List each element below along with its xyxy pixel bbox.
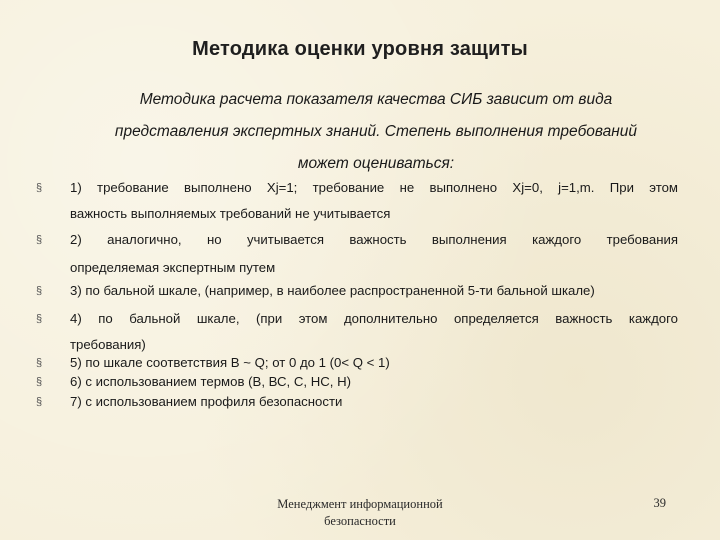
bullet-text — [70, 175, 678, 227]
page-number: 39 — [653, 496, 666, 510]
bullet-text — [70, 226, 678, 282]
bullet-text — [70, 373, 678, 391]
bullet-text — [70, 354, 678, 372]
bullet-marker-icon: § — [36, 376, 43, 388]
bullet-line: 4) по бальной шкале, (при этом дополнительно определяется важность каждого — [70, 311, 678, 326]
bullet-line: 5) по шкале соответствия В ~ Q; от 0 до 1 (0< Q < 1) — [70, 355, 390, 370]
bullet-marker-icon: § — [36, 396, 43, 408]
footer-line: Менеджмент информационной — [277, 497, 443, 511]
bullet-line: важность выполняемых требований не учитывается — [70, 206, 391, 221]
bullet-line: 1) требование выполнено Xj=1; требование не выполнено Xj=0, j=1,m. При этом — [70, 180, 678, 195]
intro-line: представления экспертных знаний. Степень выполнения требований — [114, 123, 638, 140]
footer-line: безопасности — [324, 514, 396, 528]
bullet-text — [70, 393, 678, 411]
bullet-marker-icon: § — [36, 182, 43, 194]
bullet-text — [70, 306, 678, 358]
bullet-line: 6) с использованием термов (В, ВС, С, НС, Н) — [70, 374, 351, 389]
intro-paragraph — [70, 84, 682, 180]
bullet-line: определяемая экспертным путем — [70, 260, 276, 275]
intro-line: Методика расчета показателя качества СИБ зависит от вида — [139, 91, 613, 108]
bullet-line: 7) с использованием профиля безопасности — [70, 394, 343, 409]
slide-title: Методика оценки уровня защиты — [192, 38, 528, 60]
bullet-marker-icon: § — [36, 234, 43, 246]
footer-course-name — [250, 496, 470, 530]
bullet-line: требования) — [70, 337, 146, 352]
bullet-marker-icon: § — [36, 285, 43, 297]
bullet-line: 2) аналогично, но учитывается важность выполнения каждого требования — [70, 232, 678, 247]
bullet-marker-icon: § — [36, 313, 43, 325]
bullet-line: 3) по бальной шкале, (например, в наиболее распространенной 5-ти бальной шкале) — [70, 283, 595, 298]
intro-line: может оцениваться: — [297, 155, 455, 172]
bullet-marker-icon: § — [36, 357, 43, 369]
bullet-text — [70, 282, 678, 300]
